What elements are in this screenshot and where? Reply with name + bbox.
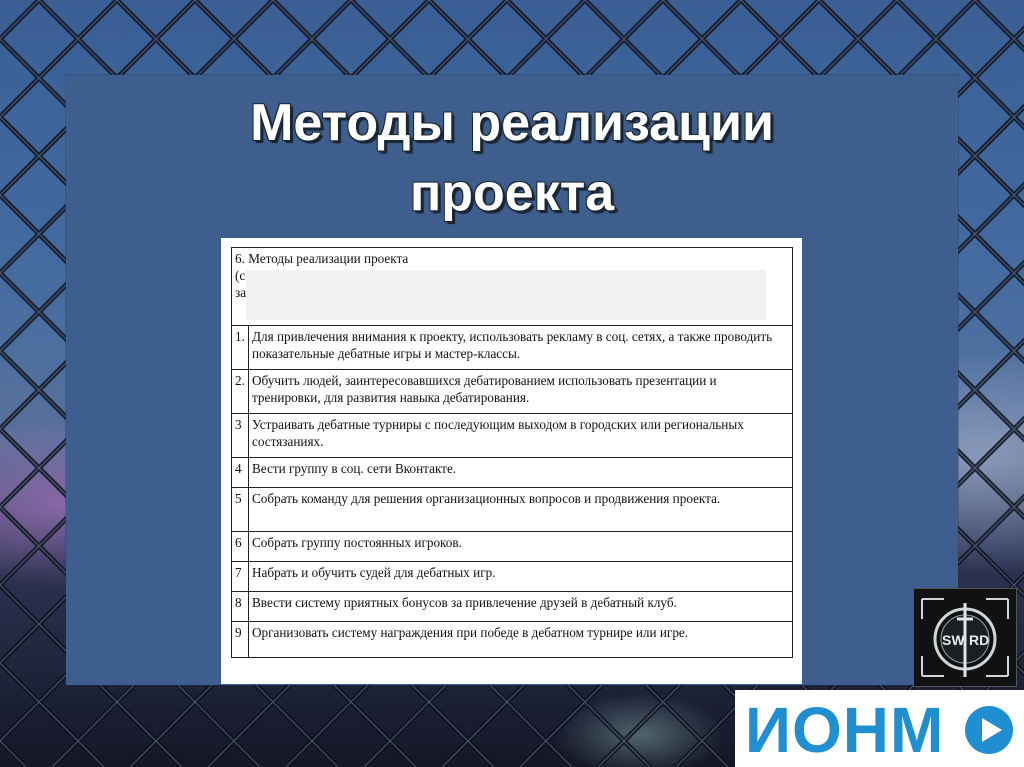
row-number: 3 bbox=[232, 414, 249, 458]
table-row bbox=[232, 458, 793, 488]
slide-title bbox=[66, 88, 958, 228]
table-row bbox=[232, 414, 793, 458]
logo-text: ИОНМ bbox=[745, 694, 945, 766]
slide-title-line-1: Методы реализации bbox=[250, 94, 774, 152]
table-row bbox=[232, 326, 793, 370]
table-row bbox=[232, 488, 793, 532]
sword-emblem-badge bbox=[913, 588, 1017, 687]
row-text: Вести группу в соц. сети Вконтакте. bbox=[249, 458, 793, 488]
table-row bbox=[232, 622, 793, 658]
row-text: Собрать группу постоянных игроков. bbox=[249, 532, 793, 562]
row-number: 1. bbox=[232, 326, 249, 370]
table-row bbox=[232, 562, 793, 592]
row-number: 8 bbox=[232, 592, 249, 622]
row-number: 7 bbox=[232, 562, 249, 592]
badge-right-text: RD bbox=[969, 632, 990, 648]
row-text: Устраивать дебатные турниры с последующим выходом в городских или региональных состязаниях. bbox=[249, 414, 793, 458]
document-image bbox=[221, 238, 802, 684]
badge-left-text: SW bbox=[942, 632, 965, 648]
row-number: 2. bbox=[232, 370, 249, 414]
table-heading-fragment: (с bbox=[235, 268, 246, 283]
table-header-row bbox=[232, 248, 793, 326]
redacted-area bbox=[246, 270, 766, 320]
ionm-logo bbox=[735, 690, 1024, 767]
table-row bbox=[232, 592, 793, 622]
table-heading: 6. Методы реализации проекта bbox=[235, 251, 409, 266]
row-text: Собрать команду для решения организационных вопросов и продвижения проекта. bbox=[249, 488, 793, 532]
row-number: 9 bbox=[232, 622, 249, 658]
table-heading-fragment: за bbox=[235, 285, 247, 300]
slide-title-line-2: проекта bbox=[409, 164, 615, 222]
row-text: Набрать и обучить судей для дебатных игр. bbox=[249, 562, 793, 592]
methods-table bbox=[231, 247, 793, 658]
row-text: Для привлечения внимания к проекту, использовать рекламу в соц. сетях, а также проводить показательные дебатные игры и мастер-классы. bbox=[249, 326, 793, 370]
table-row bbox=[232, 532, 793, 562]
row-number: 5 bbox=[232, 488, 249, 532]
table-row bbox=[232, 370, 793, 414]
row-text: Организовать систему награждения при победе в дебатном турнире или игре. bbox=[249, 622, 793, 658]
table-heading-cell bbox=[232, 248, 793, 326]
play-circle-icon bbox=[964, 704, 1014, 756]
sword-emblem-icon bbox=[914, 589, 1016, 686]
row-number: 6 bbox=[232, 532, 249, 562]
row-number: 4 bbox=[232, 458, 249, 488]
row-text: Ввести систему приятных бонусов за привлечение друзей в дебатный клуб. bbox=[249, 592, 793, 622]
row-text: Обучить людей, заинтересовавшихся дебатированием использовать презентации и тренировки, для развития навыка дебатирования. bbox=[249, 370, 793, 414]
